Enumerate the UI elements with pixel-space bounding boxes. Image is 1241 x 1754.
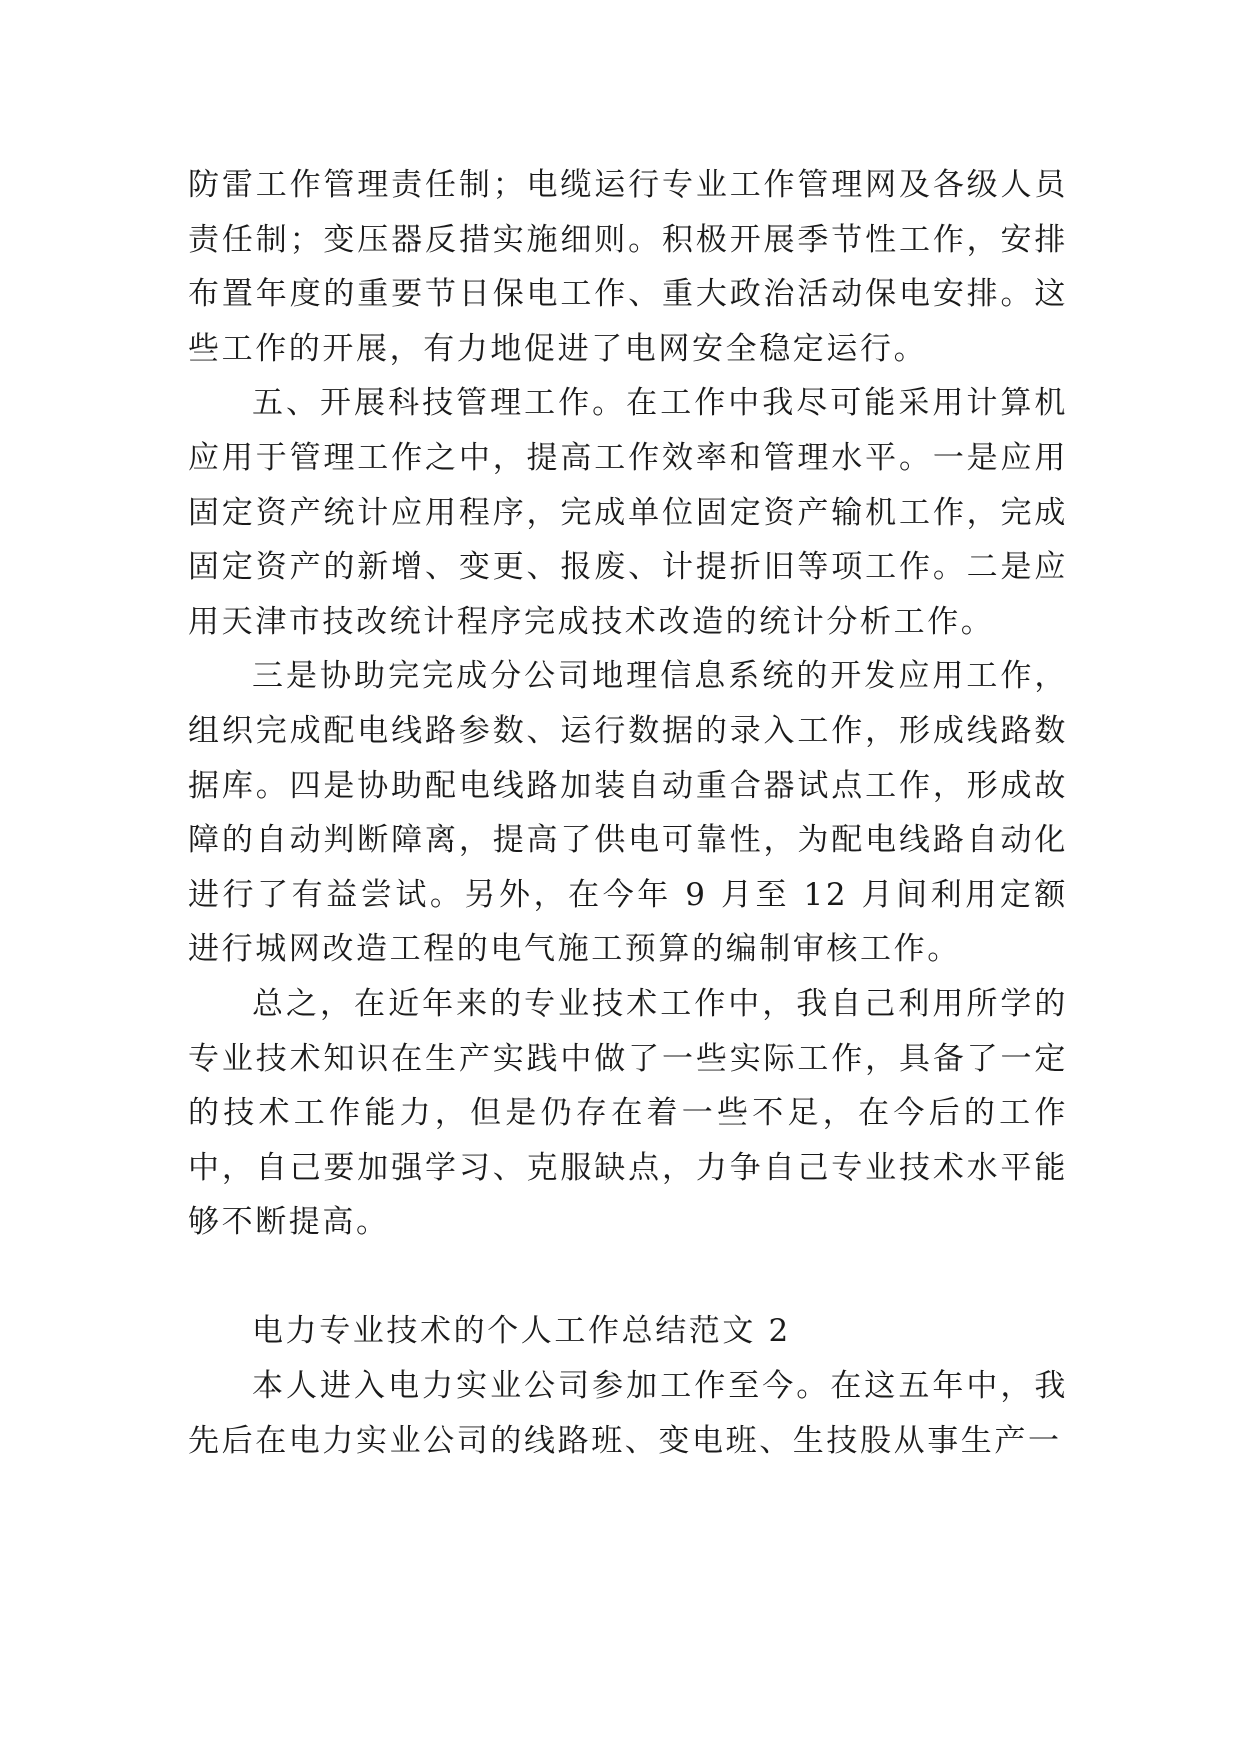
paragraph-tech-management: 五、开展科技管理工作。在工作中我尽可能采用计算机应用于管理工作之中，提高工作效率和管理水平。一是应用固定资产统计应用程序，完成单位固定资产输机工作，完成固定资产的新增、变更、报废、计提折旧等项工作。二是应用天津市技改统计程序完成技术改造的统计分析工作。	[188, 385, 1068, 640]
section-title: 电力专业技术的个人工作总结范文 2	[252, 1313, 791, 1350]
paragraph-intro: 本人进入电力实业公司参加工作至今。在这五年中，我先后在电力实业公司的线路班、变电班、生技股从事生产一	[188, 1368, 1068, 1459]
paragraph-gis-system: 三是协助完完成分公司地理信息系统的开发应用工作，组织完成配电线路参数、运行数据的录入工作，形成线路数据库。四是协助配电线路加装自动重合器试点工作，形成故障的自动判断障离，提高了供电可靠性，为配电线路自动化进行了有益尝试。另外，在今年 9 月至 12 月间利用定额进行城网改造工程的电气施工预算的编制审核工作。	[188, 658, 1068, 968]
paragraph-conclusion: 总之，在近年来的专业技术工作中，我自己利用所学的专业技术知识在生产实践中做了一些实际工作，具备了一定的技术工作能力，但是仍存在着一些不足，在今后的工作中，自己要加强学习、克服缺点，力争自己专业技术水平能够不断提高。	[188, 985, 1068, 1241]
document-body	[188, 158, 1068, 1468]
section-spacer	[188, 1250, 1068, 1305]
paragraph-continuation: 防雷工作管理责任制；电缆运行专业工作管理网及各级人员责任制；变压器反措实施细则。积极开展季节性工作，安排布置年度的重要节日保电工作、重大政治活动保电安排。这些工作的开展，有力地促进了电网安全稳定运行。	[188, 167, 1068, 367]
